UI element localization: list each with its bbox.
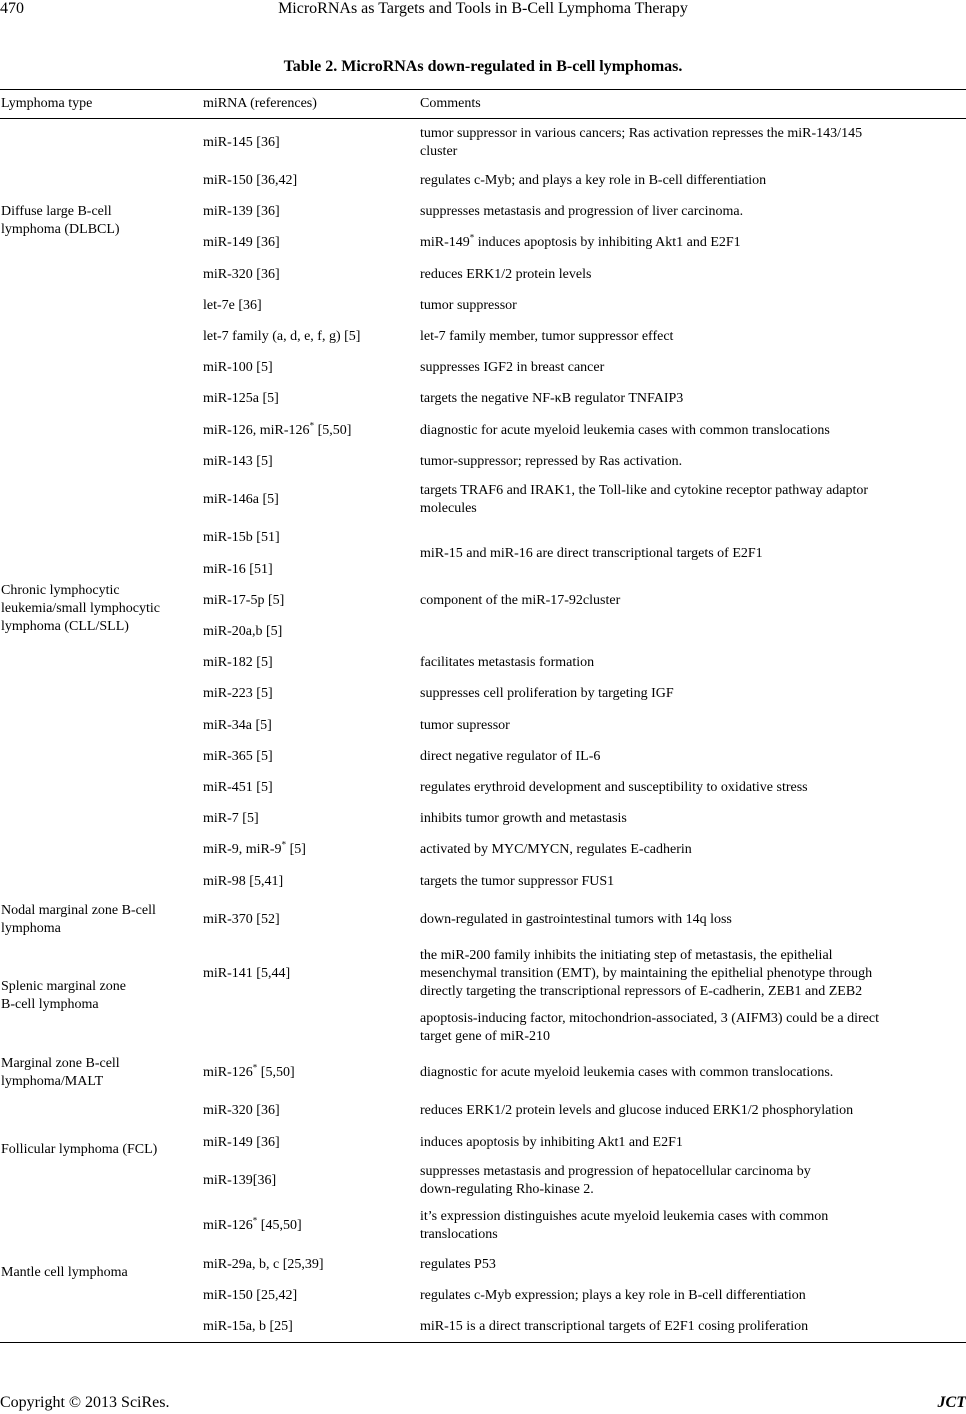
mirna-cell: miR-100 [5] (203, 360, 273, 375)
comment-cell: suppresses IGF2 in breast cancer (420, 360, 605, 375)
comment-cell: miR-15 and miR-16 are direct transcriptional targets of E2F1 (420, 546, 763, 561)
mirna-cell: miR-20a,b [5] (203, 624, 283, 639)
comment-cell: apoptosis-inducing factor, mitochondrion-associated, 3 (AIFM3) could be a direct target gene of miR-210 (420, 1011, 879, 1044)
mirna-cell: let-7 family (a, d, e, f, g) [5] (203, 329, 361, 344)
comment-cell: tumor supressor (420, 718, 510, 733)
comment-cell: diagnostic for acute myeloid leukemia cases with common translocations (420, 423, 830, 438)
comment-cell: let-7 family member, tumor suppressor effect (420, 329, 674, 344)
comment-cell: suppresses metastasis and progression of liver carcinoma. (420, 204, 744, 219)
mirna-cell: miR-126* [5,50] (203, 1062, 295, 1080)
comment-cell: miR-149* induces apoptosis by inhibiting Akt1 and E2F1 (420, 232, 741, 250)
comment-cell: targets the negative NF-κB regulator TNFAIP3 (420, 391, 684, 406)
table-caption: Table 2. MicroRNAs down-regulated in B-cell lymphomas. (283, 58, 683, 75)
mirna-cell: miR-370 [52] (203, 912, 280, 927)
mirna-cell: miR-451 [5] (203, 780, 273, 795)
mirna-cell: miR-365 [5] (203, 749, 273, 764)
comment-cell: activated by MYC/MYCN, regulates E-cadherin (420, 842, 692, 857)
mirna-cell: miR-15b [51] (203, 530, 280, 545)
mirna-cell: miR-223 [5] (203, 686, 273, 701)
lymphoma-type-cll-sll: Chronic lymphocytic leukemia/small lymphocytic lymphoma (CLL/SLL) (1, 583, 161, 634)
lymphoma-type-follicular: Follicular lymphoma (FCL) (1, 1142, 158, 1157)
mirna-cell: miR-149 [36] (203, 1135, 280, 1150)
mirna-cell: miR-145 [36] (203, 135, 280, 150)
mirna-cell: miR-7 [5] (203, 811, 259, 826)
page-number: 470 (0, 0, 24, 17)
mirna-cell: miR-125a [5] (203, 391, 279, 406)
header-bottom-rule (0, 118, 966, 119)
mirna-cell: let-7e [36] (203, 298, 262, 313)
comment-cell: suppresses metastasis and progression of hepatocellular carcinoma by down-regulating Rho-kinase 2. (420, 1164, 811, 1197)
lymphoma-type-malt: Marginal zone B-cell lymphoma/MALT (1, 1056, 120, 1089)
mirna-cell: miR-182 [5] (203, 655, 273, 670)
mirna-cell: miR-139 [36] (203, 204, 280, 219)
lymphoma-type-nodal-marginal: Nodal marginal zone B-cell lymphoma (1, 903, 156, 936)
lymphoma-type-splenic-marginal: Splenic marginal zone B-cell lymphoma (1, 979, 126, 1012)
mirna-cell: miR-139[36] (203, 1173, 277, 1188)
mirna-cell: miR-146a [5] (203, 492, 279, 507)
mirna-cell: miR-98 [5,41] (203, 874, 284, 889)
comment-cell: reduces ERK1/2 protein levels (420, 267, 592, 282)
journal-abbreviation: JCT (937, 1394, 966, 1411)
mirna-cell: miR-143 [5] (203, 454, 273, 469)
comment-cell: suppresses cell proliferation by targeting IGF (420, 686, 674, 701)
comment-cell: regulates c-Myb expression; plays a key role in B-cell differentiation (420, 1288, 806, 1303)
running-header (0, 0, 966, 24)
mirna-cell: miR-29a, b, c [25,39] (203, 1257, 324, 1272)
comment-cell: facilitates metastasis formation (420, 655, 595, 670)
table-top-rule (0, 89, 966, 90)
comment-cell: regulates P53 (420, 1257, 496, 1272)
mirna-cell: miR-150 [25,42] (203, 1288, 298, 1303)
table-bottom-rule (0, 1342, 966, 1343)
column-header-comments: Comments (420, 96, 481, 111)
copyright-notice: Copyright © 2013 SciRes. (0, 1394, 170, 1411)
comment-cell: component of the miR-17-92cluster (420, 593, 621, 608)
running-title: MicroRNAs as Targets and Tools in B-Cell Lymphoma Therapy (278, 0, 688, 17)
comment-cell: it’s expression distinguishes acute myeloid leukemia cases with common translocations (420, 1209, 829, 1242)
mirna-cell: miR-126, miR-126* [5,50] (203, 420, 352, 438)
comment-cell: tumor suppressor (420, 298, 517, 313)
lymphoma-type-dlbcl: Diffuse large B-cell lymphoma (DLBCL) (1, 204, 120, 237)
comment-cell: tumor-suppressor; repressed by Ras activation. (420, 454, 683, 469)
comment-cell: induces apoptosis by inhibiting Akt1 and E2F1 (420, 1135, 683, 1150)
column-header-lymphoma-type: Lymphoma type (1, 96, 93, 111)
comment-cell: down-regulated in gastrointestinal tumors with 14q loss (420, 912, 732, 927)
comment-cell: tumor suppressor in various cancers; Ras activation represses the miR-143/145 cluster (420, 126, 863, 159)
mirna-cell: miR-150 [36,42] (203, 173, 298, 188)
comment-cell: targets the tumor suppressor FUS1 (420, 874, 615, 889)
comment-cell: targets TRAF6 and IRAK1, the Toll-like and cytokine receptor pathway adaptor molecules (420, 483, 869, 516)
mirna-cell: miR-17-5p [5] (203, 593, 285, 608)
mirna-cell: miR-34a [5] (203, 718, 272, 733)
mirna-cell: miR-141 [5,44] (203, 966, 291, 981)
comment-cell: diagnostic for acute myeloid leukemia cases with common translocations. (420, 1065, 834, 1080)
mirna-cell: miR-15a, b [25] (203, 1319, 293, 1334)
lymphoma-type-mantle-cell: Mantle cell lymphoma (1, 1265, 128, 1280)
mirna-cell: miR-320 [36] (203, 1103, 280, 1118)
comment-cell: the miR-200 family inhibits the initiating step of metastasis, the epithelial mesenchymal transition (EMT), by maintaining the epithelial phenotype through directly targeting the transcriptional repressors of E-cadherin, ZEB1 and ZEB2 (420, 948, 873, 999)
mirna-cell: miR-16 [51] (203, 562, 273, 577)
mirna-cell: miR-149 [36] (203, 235, 280, 250)
mirna-cell: miR-9, miR-9* [5] (203, 839, 306, 857)
comment-cell: reduces ERK1/2 protein levels and glucose induced ERK1/2 phosphorylation (420, 1103, 854, 1118)
comment-cell: direct negative regulator of IL-6 (420, 749, 601, 764)
comment-cell: miR-15 is a direct transcriptional targets of E2F1 cosing proliferation (420, 1319, 809, 1334)
mirna-cell: miR-126* [45,50] (203, 1215, 302, 1233)
mirna-cell: miR-320 [36] (203, 267, 280, 282)
comment-cell: regulates c-Myb; and plays a key role in B-cell differentiation (420, 173, 767, 188)
comment-cell: regulates erythroid development and susceptibility to oxidative stress (420, 780, 808, 795)
comment-cell: inhibits tumor growth and metastasis (420, 811, 627, 826)
column-header-mirna: miRNA (references) (203, 96, 317, 111)
